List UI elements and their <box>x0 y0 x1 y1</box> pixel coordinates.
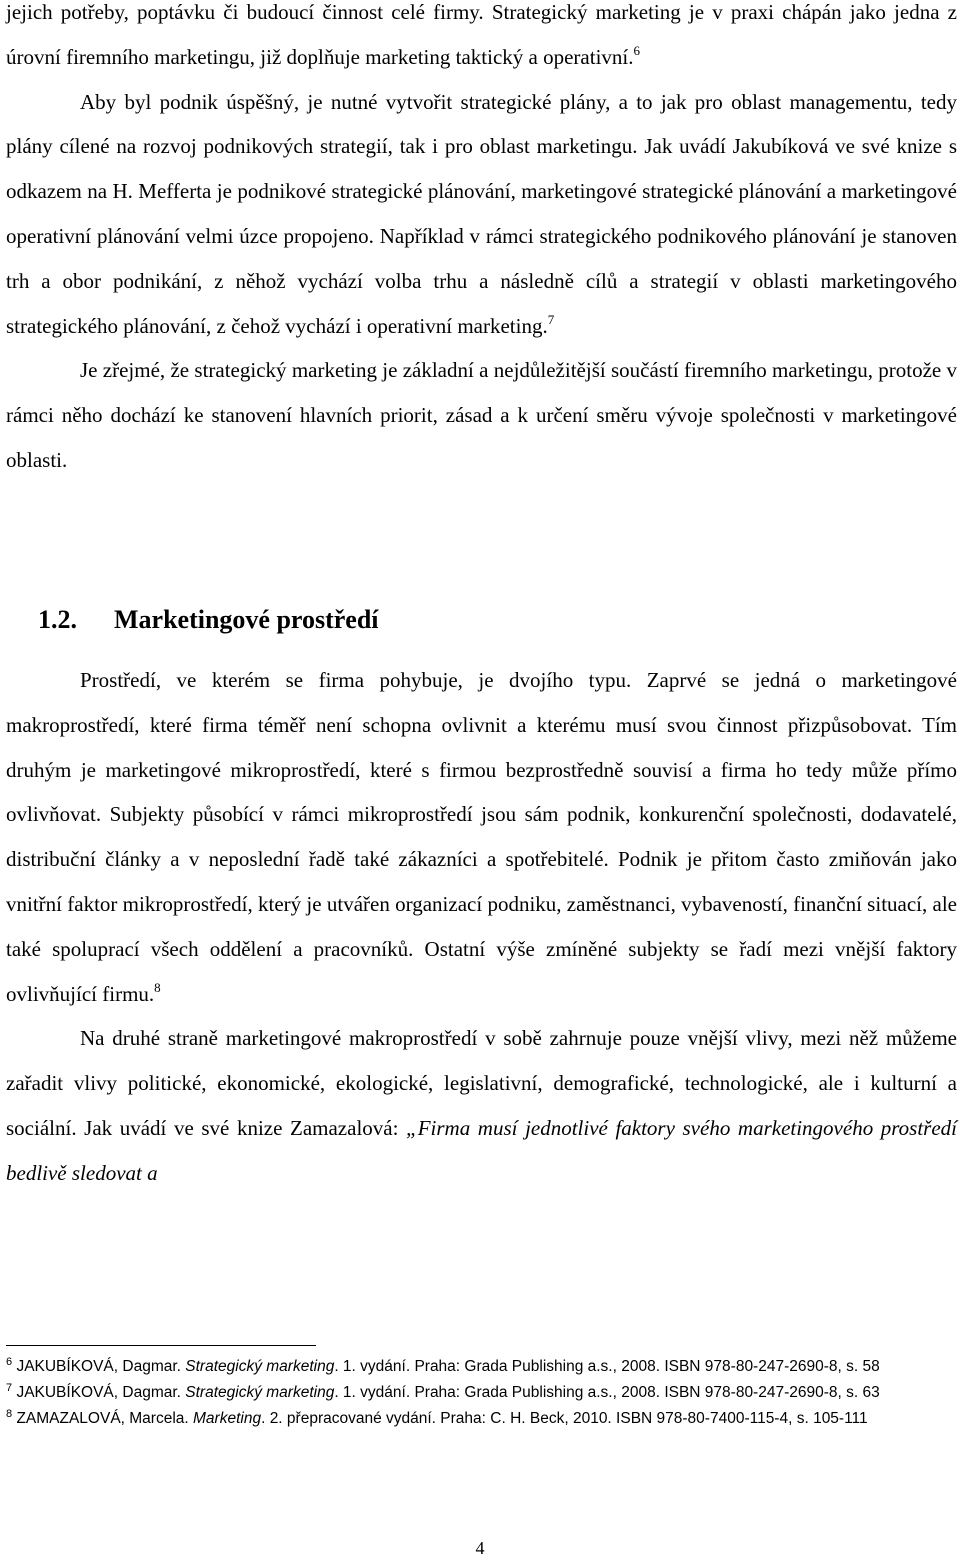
footnote-ref: 8 <box>154 979 161 995</box>
footnote-author: JAKUBÍKOVÁ, Dagmar. <box>16 1384 181 1401</box>
paragraph-text: Prostředí, ve kterém se firma pohybuje, je dvojího typu. Zaprvé se jedná o marketingové makroprostředí, které firma téměř není schopna ovlivnit a kterému musí svou činnost přizpůsobovat. Tím druhým je marketingové mikroprostředí, které s firmou bezprostředně souvisí a firma ho tedy může přímo ovlivňovat. Subjekty působící v rámci mikroprostředí jsou sám podnik, konkurenční společnosti, dodavatelé, distribuční články a v neposlední řadě také zákazníci a spotřebitelé. Podnik je přitom často zmiňován jako vnitřní faktor mikroprostředí, který je utvářen organizací podniku, zaměstnanci, vybaveností, finanční situací, ale také spoluprací všech oddělení a pracovníků. Ostatní výše zmíněné subjekty se řadí mezi vnější faktory ovlivňující firmu. <box>6 668 957 1006</box>
footnote-author: ZAMAZALOVÁ, Marcela. <box>16 1410 189 1427</box>
paragraph-text: Aby byl podnik úspěšný, je nutné vytvořit strategické plány, a to jak pro oblast managementu, tedy plány cílené na rozvoj podnikových strategií, tak i pro oblast marketingu. Jak uvádí Jakubíková ve své knize s odkazem na H. Mefferta je podnikové strategické plánování, marketingové strategické plánování a marketingové operativní plánování velmi úzce propojeno. Například v rámci strategického podnikového plánování je stanoven trh a obor podnikání, z něhož vychází volba trhu a následně cílů a strategií v oblasti marketingového strategického plánování, z čehož vychází i operativní marketing. <box>6 89 957 338</box>
section-number: 1.2. <box>38 605 77 634</box>
footnote <box>6 1406 946 1432</box>
paragraph <box>6 348 957 482</box>
footnote <box>6 1354 946 1380</box>
section-title: Marketingové prostředí <box>114 605 379 634</box>
paragraph <box>6 80 957 349</box>
footnote-title: Marketing <box>193 1410 262 1427</box>
footnote-author: JAKUBÍKOVÁ, Dagmar. <box>16 1358 181 1375</box>
paragraph-text: Je zřejmé, že strategický marketing je základní a nejdůležitější součástí firemního marketingu, protože v rámci něho dochází ke stanovení hlavních priorit, zásad a k určení směru vývoje společnosti v marketingové oblasti. <box>6 358 957 472</box>
paragraph <box>6 1016 957 1195</box>
page-number: 4 <box>475 1538 485 1558</box>
paragraph <box>6 658 957 1016</box>
footnote-title: Strategický marketing <box>185 1358 335 1375</box>
footnote-details: . 1. vydání. Praha: Grada Publishing a.s., 2008. ISBN 978-80-247-2690-8, s. 63 <box>334 1384 880 1401</box>
footnote-ref: 7 <box>547 311 555 327</box>
footnotes <box>6 1354 946 1432</box>
paragraph-text: Na druhé straně marketingové makroprostředí v sobě zahrnuje pouze vnější vlivy, mezi něž můžeme zařadit vlivy politické, ekonomické, ekologické, legislativní, demografické, technologické, ale i kulturní a sociální. Jak uvádí ve své knize Zamazalová: <box>6 1026 957 1140</box>
quote-text: „Firma musí jednotlivé faktory svého marketingového prostředí bedlivě sledovat a <box>6 1115 958 1185</box>
footnote-number: 8 <box>6 1408 13 1420</box>
footnote-details: . 2. přepracované vydání. Praha: C. H. Beck, 2010. ISBN 978-80-7400-115-4, s. 105-111 <box>261 1410 868 1427</box>
footnote-number: 6 <box>6 1356 13 1368</box>
body-text-upper <box>6 0 957 483</box>
footnote-ref: 6 <box>633 42 640 58</box>
footnote-separator <box>6 1345 316 1346</box>
footnote-number: 7 <box>6 1382 13 1394</box>
body-text-lower <box>6 658 957 1196</box>
paragraph-text: jejich potřeby, poptávku či budoucí činnost celé firmy. Strategický marketing je v praxi chápán jako jedna z úrovní firemního marketingu, již doplňuje marketing taktický a operativní. <box>6 0 957 69</box>
footnote-details: . 1. vydání. Praha: Grada Publishing a.s., 2008. ISBN 978-80-247-2690-8, s. 58 <box>334 1358 880 1375</box>
footnote <box>6 1380 946 1406</box>
section-heading <box>6 598 957 642</box>
footnote-title: Strategický marketing <box>185 1384 335 1401</box>
paragraph <box>6 0 957 80</box>
